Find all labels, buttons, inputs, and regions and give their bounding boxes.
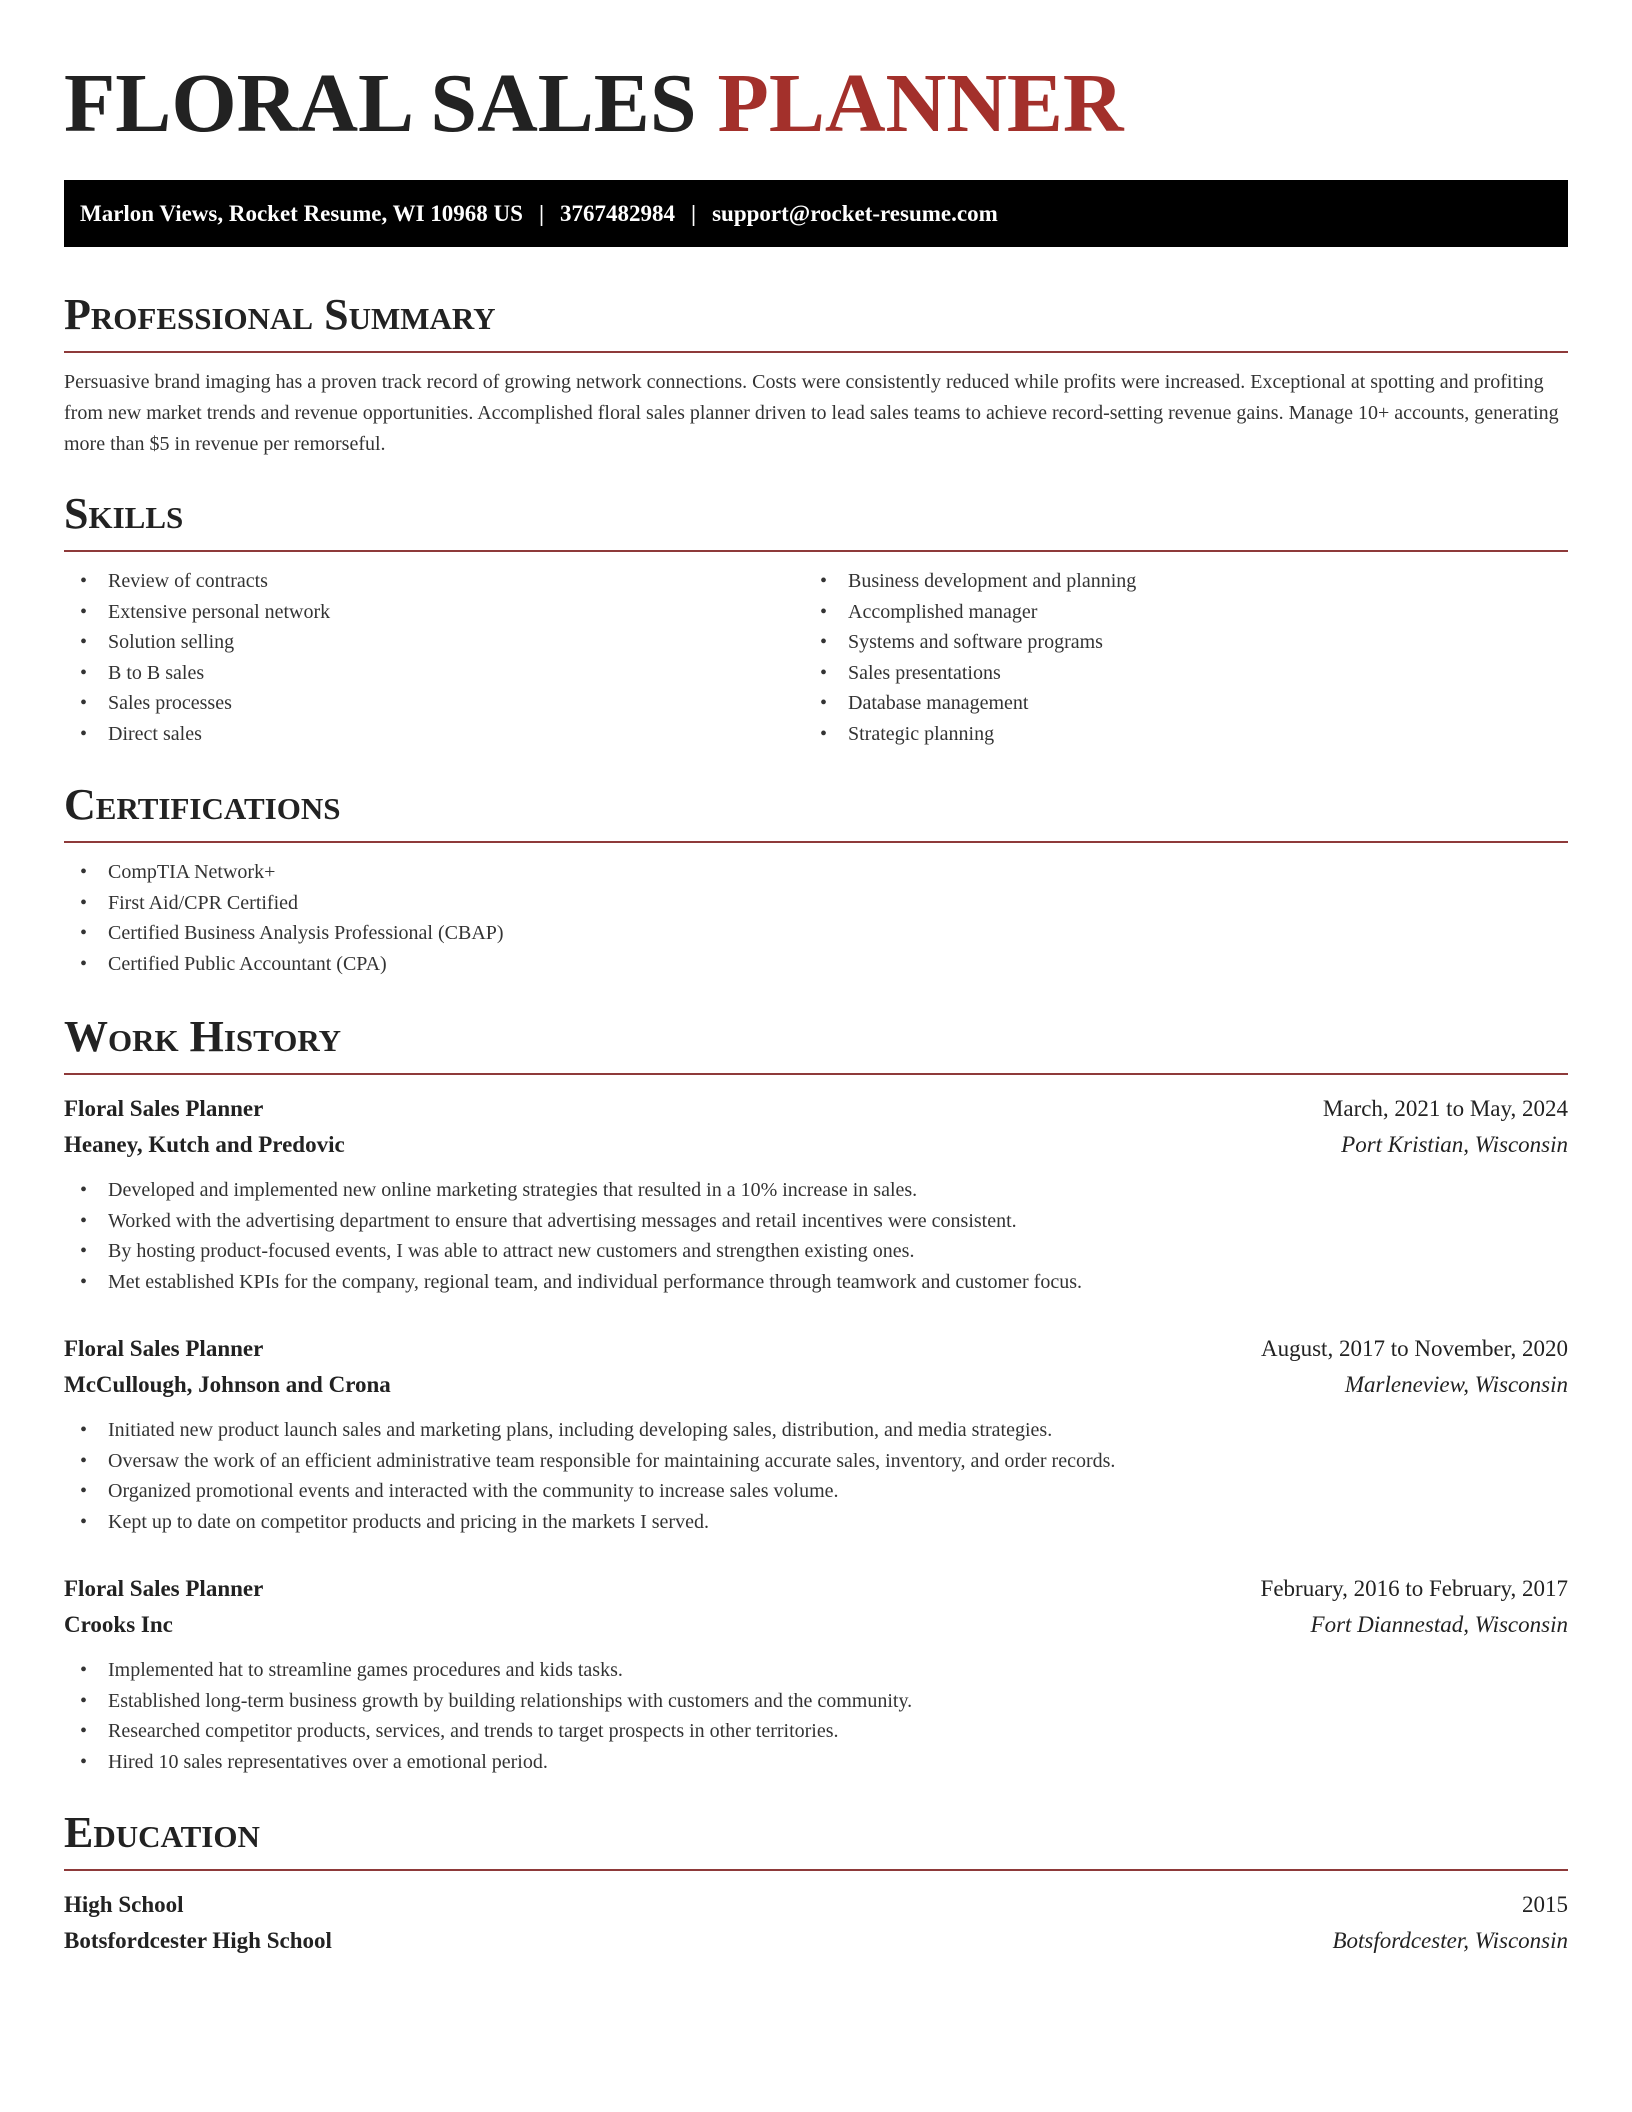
job-bullet: • By hosting product-focused events, I was able to attract new customers and strengthen existing ones. (64, 1236, 1568, 1267)
job-bullet: • Worked with the advertising department to ensure that advertising messages and retail incentives were consistent. (64, 1206, 1568, 1237)
job-role: Floral Sales Planner (64, 1336, 264, 1361)
section-divider (64, 841, 1568, 843)
contact-bar (64, 180, 1568, 247)
skill-item: • Extensive personal network (64, 597, 804, 628)
job-company: Heaney, Kutch and Predovic (64, 1132, 345, 1157)
certifications-heading: Certifications (64, 780, 341, 829)
job-dates: August, 2017 to November, 2020 (1261, 1336, 1568, 1361)
skill-item: • B to B sales (64, 658, 804, 689)
contact-phone: 3767482984 (560, 200, 676, 226)
skills-list (804, 566, 1544, 749)
skills-columns (64, 552, 1568, 749)
education-year: 2015 (1522, 1892, 1568, 1917)
education-school: Botsfordcester High School (64, 1928, 332, 1953)
skill-item: • Direct sales (64, 719, 804, 750)
job-bullet: • Hired 10 sales representatives over a emotional period. (64, 1747, 1568, 1778)
job-location: Fort Diannestad, Wisconsin (1310, 1612, 1568, 1637)
work-history-heading: Work History (64, 1012, 342, 1061)
certification-item: • Certified Business Analysis Professional (CBAP) (64, 918, 1568, 949)
job-entry (64, 1331, 1568, 1537)
skill-item: • Business development and planning (804, 566, 1544, 597)
job-bullets (64, 1175, 1568, 1297)
certification-item: • Certified Public Accountant (CPA) (64, 949, 1568, 980)
contact-email: support@rocket-resume.com (712, 200, 998, 226)
education-entry (64, 1887, 1568, 1959)
job-bullet: • Developed and implemented new online marketing strategies that resulted in a 10% increase in sales. (64, 1175, 1568, 1206)
skill-item: • Solution selling (64, 627, 804, 658)
job-bullet: • Established long-term business growth by building relationships with customers and the community. (64, 1686, 1568, 1717)
skills-column-left (64, 552, 804, 749)
certification-item: • CompTIA Network+ (64, 857, 1568, 888)
education-heading: Education (64, 1808, 260, 1857)
section-divider (64, 351, 1568, 353)
job-bullet: • Researched competitor products, services, and trends to target prospects in other territories. (64, 1716, 1568, 1747)
skills-list (64, 566, 804, 749)
skill-item: • Systems and software programs (804, 627, 1544, 658)
resume-title (64, 56, 1568, 152)
job-bullet: • Met established KPIs for the company, regional team, and individual performance through teamwork and customer focus. (64, 1267, 1568, 1298)
contact-address: Marlon Views, Rocket Resume, WI 10968 US (80, 200, 523, 226)
section-divider (64, 1073, 1568, 1075)
job-entry (64, 1091, 1568, 1297)
skill-item: • Accomplished manager (804, 597, 1544, 628)
job-entry (64, 1571, 1568, 1777)
section-divider (64, 1869, 1568, 1871)
education-location: Botsfordcester, Wisconsin (1332, 1928, 1568, 1953)
skill-item: • Review of contracts (64, 566, 804, 597)
job-role: Floral Sales Planner (64, 1576, 264, 1601)
skill-item: • Strategic planning (804, 719, 1544, 750)
job-location: Port Kristian, Wisconsin (1341, 1132, 1568, 1157)
job-bullet: • Oversaw the work of an efficient administrative team responsible for maintaining accurate sales, inventory, and order records. (64, 1446, 1568, 1477)
summary-text: Persuasive brand imaging has a proven track record of growing network connections. Costs were consistently reduced while profits were increased. Exceptional at spotting and profiting from new market trends and revenue opportunities. Accomplished floral sales planner driven to lead sales teams to achieve record-setting revenue gains. Manage 10+ accounts, generating more than $5 in revenue per remorseful. (64, 371, 1559, 455)
skill-item: • Database management (804, 688, 1544, 719)
summary-heading: Professional Summary (64, 290, 496, 339)
job-role: Floral Sales Planner (64, 1096, 264, 1121)
skills-column-right (804, 552, 1544, 749)
job-location: Marleneview, Wisconsin (1344, 1372, 1568, 1397)
certifications-list (64, 857, 1568, 979)
title-main: FLORAL SALES (64, 57, 697, 150)
job-company: McCullough, Johnson and Crona (64, 1372, 391, 1397)
job-bullet: • Implemented hat to streamline games procedures and kids tasks. (64, 1655, 1568, 1686)
education-degree: High School (64, 1892, 184, 1917)
job-dates: February, 2016 to February, 2017 (1260, 1576, 1568, 1601)
job-company: Crooks Inc (64, 1612, 173, 1637)
contact-separator: | (538, 200, 545, 226)
skill-item: • Sales processes (64, 688, 804, 719)
job-bullets (64, 1655, 1568, 1777)
job-bullet: • Initiated new product launch sales and marketing plans, including developing sales, distribution, and media strategies. (64, 1415, 1568, 1446)
skill-item: • Sales presentations (804, 658, 1544, 689)
title-accent: PLANNER (717, 57, 1124, 150)
job-bullet: • Organized promotional events and interacted with the community to increase sales volume. (64, 1476, 1568, 1507)
skills-heading: Skills (64, 489, 184, 538)
certification-item: • First Aid/CPR Certified (64, 888, 1568, 919)
job-dates: March, 2021 to May, 2024 (1322, 1096, 1568, 1121)
job-bullet: • Kept up to date on competitor products and pricing in the markets I served. (64, 1507, 1568, 1538)
resume-page (64, 0, 1568, 1959)
job-bullets (64, 1415, 1568, 1537)
contact-separator: | (691, 200, 697, 226)
